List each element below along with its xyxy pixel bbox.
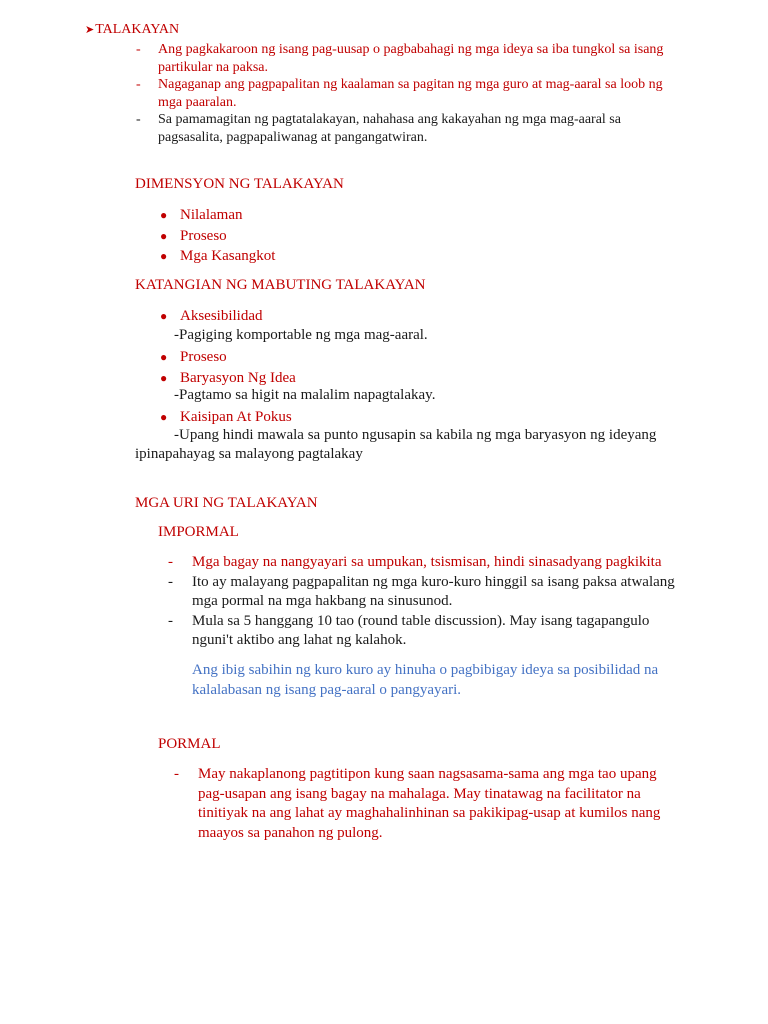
dimensyon-heading: DIMENSYON NG TALAKAYAN [135,176,344,192]
uri-heading: MGA URI NG TALAKAYAN [135,495,318,511]
list-item: - Nagaganap ang pagpapalitan ng kaalaman sa pagitan ng mga guro at mag-aaral sa loob ng mga paaralan. [136,77,663,110]
list-item: - Mula sa 5 hanggang 10 tao (round table discussion). May isang tagapangulo nguni't aktibo ang lahat ng kalahok. [168,612,650,648]
bullet-icon: ● [160,350,168,364]
talakayan-heading [85,22,179,38]
list-item: ● Mga Kasangkot [160,246,275,267]
list-item: - Ito ay malayang pagpapalitan ng mga kuro-kuro hinggil sa isang paksa atwalang mga pormal na mga hakbang na sinusunod. [168,573,675,609]
list-item: - Mga bagay na nangyayari sa umpukan, tsismisan, hindi sinasadyang pagkikita [168,554,662,570]
talakayan-list [136,41,666,147]
katangian-item-1-desc: -Pagiging komportable ng mga mag-aaral. [174,327,428,343]
list-item: - May nakaplanong pagtitipon kung saan nagsasama-sama ang mga tao upang pag-usapan ang isang bagay na mahalaga. May tinatawag na facilitator na tinitiyak na ang lahat ay maghahalinhinan sa pakikipag-usap at kumilos nang maayos sa panahon ng pulong. [174,766,661,841]
katangian-heading: KATANGIAN NG MABUTING TALAKAYAN [135,277,426,293]
katangian-item-4-desc-line2: ipinapahayag sa malayong pagtalakay [135,446,363,462]
bullet-icon: ● [160,371,168,385]
bullet-icon: ● [160,208,168,222]
list-item: - Ang pagkakaroon ng isang pag-uusap o pagbabahagi ng mga ideya sa iba tungkol sa isang partikular na paksa. [136,42,664,75]
list-item: - Sa pamamagitan ng pagtatalakayan, nahahasa ang kakayahan ng mga mag-aaral sa pagsasalita, pagpapaliwanag at pangangatwiran. [136,112,621,145]
pormal-heading: PORMAL [158,736,221,752]
list-item: ● Proseso [160,226,275,247]
katangian-item-4: ● Kaisipan At Pokus [160,407,292,428]
list-item: ● Nilalaman [160,205,275,226]
katangian-item-2: ● Proseso [160,347,227,368]
talakayan-title: TALAKAYAN [95,22,180,37]
impormal-heading: IMPORMAL [158,524,239,540]
impormal-note: Ang ibig sabihin ng kuro kuro ay hinuha o pagbibigay ideya sa posibilidad na kalalabasan ng isang pag-aaral o pangyayari. [192,662,659,698]
katangian-item-3-desc: -Pagtamo sa higit na malalim napagtalakay. [174,387,436,403]
katangian-item-3: ● Baryasyon Ng Idea [160,368,296,389]
bullet-icon: ● [160,228,168,243]
bullet-icon: ● [160,309,168,323]
arrow-bullet-icon: ➤ [85,24,95,36]
pormal-list [174,765,674,843]
bullet-icon: ● [160,410,168,424]
bullet-icon: ● [160,249,168,263]
katangian-item-1: ● Aksesibilidad [160,306,263,327]
katangian-item-4-desc-line1: -Upang hindi mawala sa punto ngusapin sa kabila ng mga baryasyon ng ideyang [174,427,657,443]
dimensyon-list [160,205,275,267]
impormal-list [168,553,688,651]
